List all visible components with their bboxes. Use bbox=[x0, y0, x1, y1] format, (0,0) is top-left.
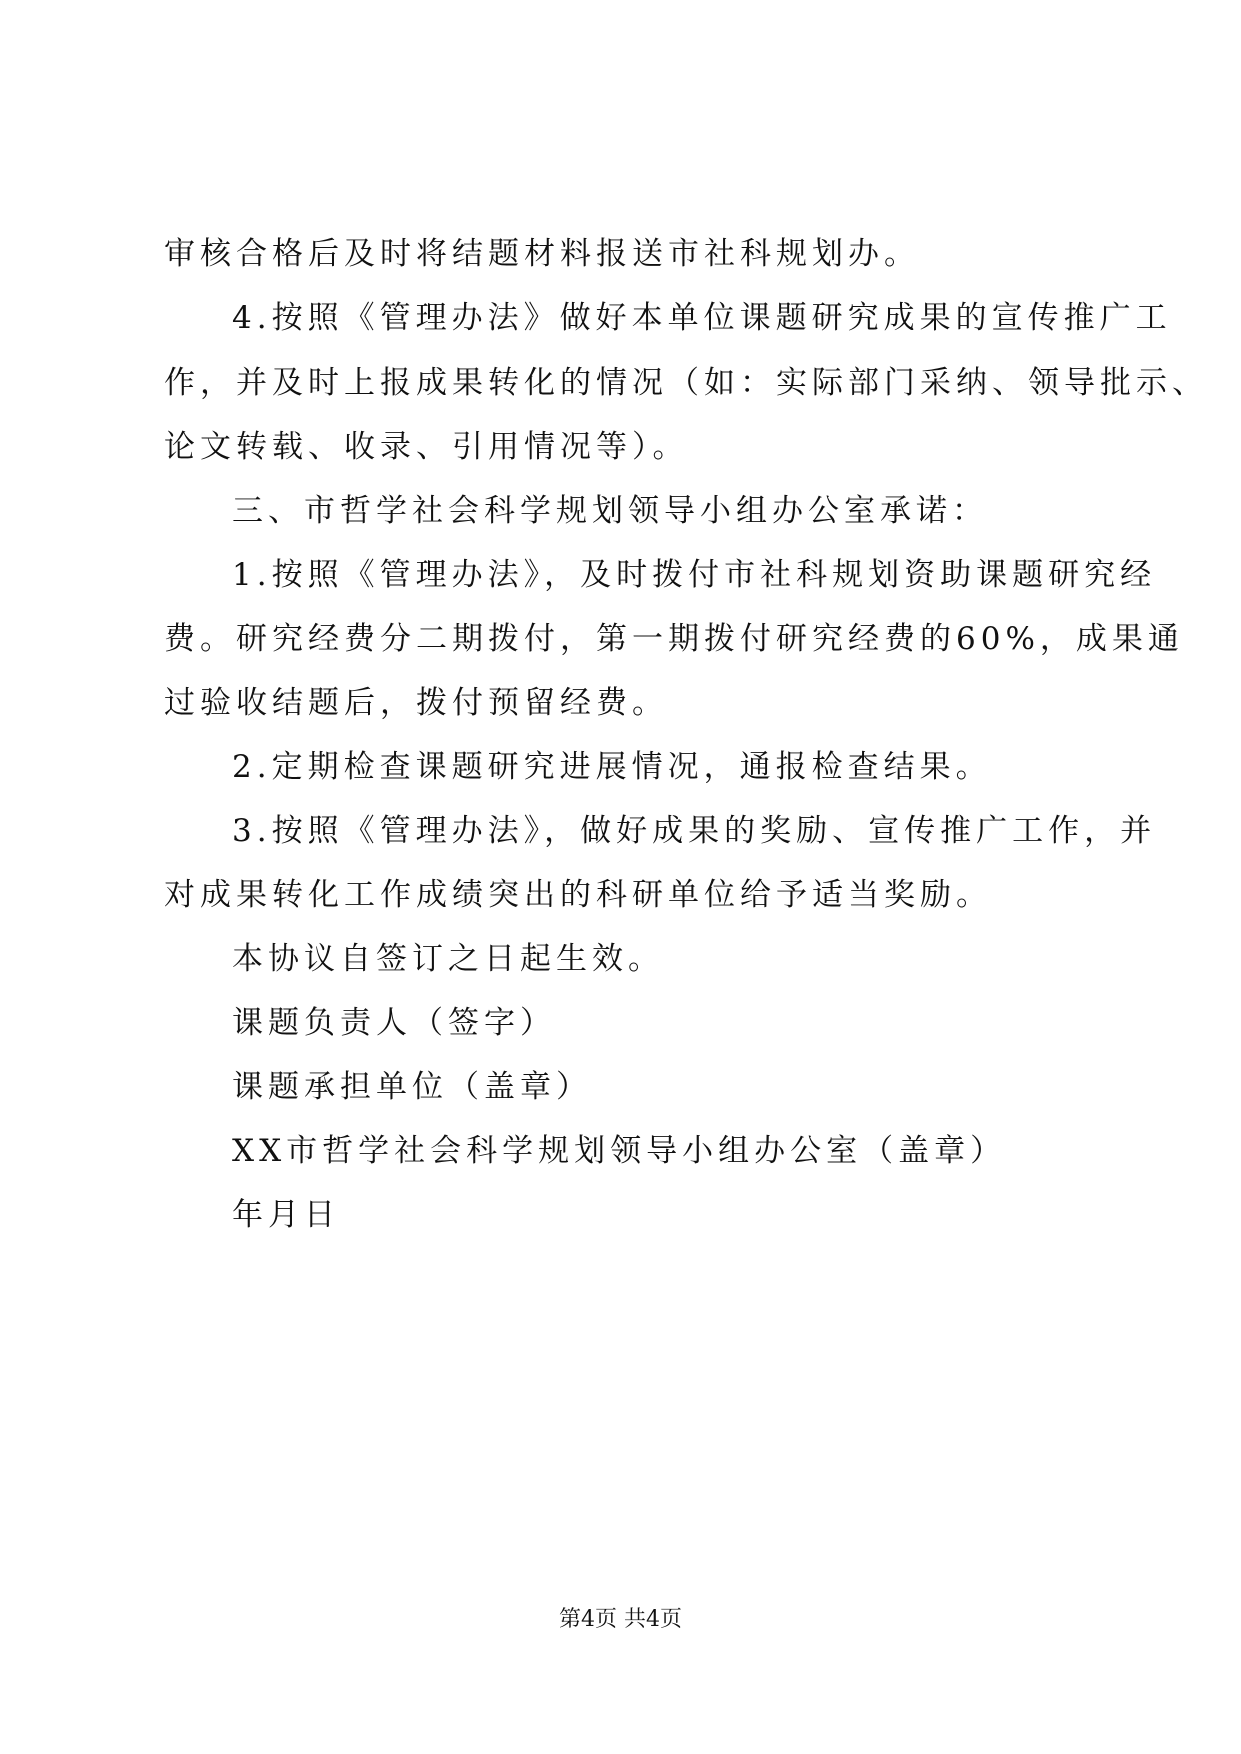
body-line: 审核合格后及时将结题材料报送市社科规划办。 bbox=[164, 236, 920, 272]
signature-line-leader: 课题负责人（签字） bbox=[232, 1005, 556, 1041]
body-line: 3.按照《管理办法》，做好成果的奖励、宣传推广工作，并 bbox=[232, 813, 1157, 849]
section-heading: 三、市哲学社会科学规划领导小组办公室承诺： bbox=[232, 493, 988, 529]
signature-line-unit: 课题承担单位（盖章） bbox=[232, 1069, 592, 1105]
page-number-footer: 第4页 共4页 bbox=[559, 1607, 682, 1632]
body-line: 作，并及时上报成果转化的情况（如：实际部门采纳、领导批示、 bbox=[164, 365, 1208, 401]
body-line: 论文转载、收录、引用情况等）。 bbox=[164, 429, 689, 465]
body-line: 4.按照《管理办法》做好本单位课题研究成果的宣传推广工 bbox=[232, 300, 1172, 336]
agreement-effective-line: 本协议自签订之日起生效。 bbox=[232, 941, 664, 977]
body-line: 过验收结题后，拨付预留经费。 bbox=[164, 685, 668, 721]
body-line: 对成果转化工作成绩突出的科研单位给予适当奖励。 bbox=[164, 877, 992, 913]
body-line: 2.定期检查课题研究进展情况，通报检查结果。 bbox=[232, 749, 992, 785]
body-line: 1.按照《管理办法》，及时拨付市社科规划资助课题研究经 bbox=[232, 557, 1157, 593]
body-line: 费。研究经费分二期拨付，第一期拨付研究经费的60%，成果通 bbox=[164, 621, 1184, 657]
date-line: 年月日 bbox=[232, 1197, 340, 1233]
signature-line-office: XX市哲学社会科学规划领导小组办公室（盖章） bbox=[232, 1133, 1007, 1169]
